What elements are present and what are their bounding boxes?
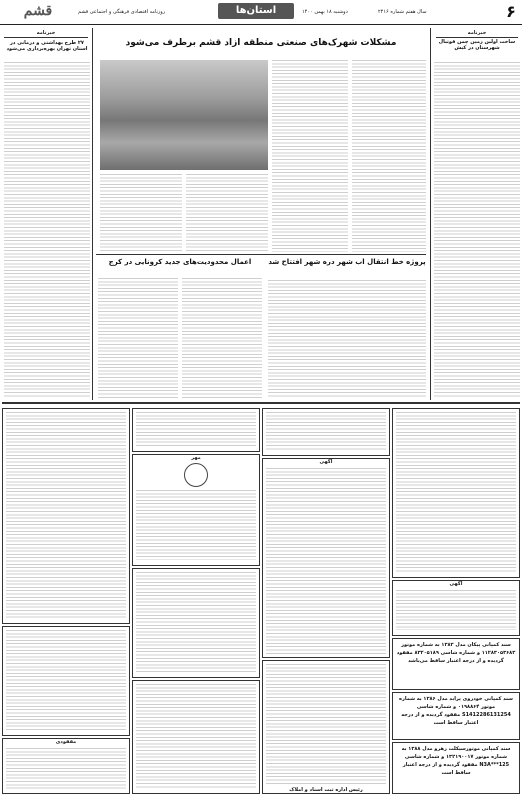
section-title: استان‌ها: [218, 3, 294, 19]
main-article-text: [186, 174, 268, 252]
notice-box: [262, 408, 390, 456]
restrictions-text: [182, 278, 262, 398]
notice-box: [2, 408, 130, 624]
water-headline: پروژه خط انتقال آب شهر دره شهر افتتاح شد: [268, 258, 426, 266]
column-divider: [430, 28, 431, 400]
industrial-park-photo: [100, 60, 268, 170]
lost-notice: [2, 738, 130, 794]
bold-notice: [392, 638, 520, 690]
left-column-text: [4, 62, 90, 398]
page-number: ۶: [506, 2, 516, 21]
notice-box: [132, 568, 260, 678]
lost-label: مفقودی: [55, 739, 77, 745]
restrictions-headline: اعمال محدودیت‌های جدید کرونایی در کرج: [108, 258, 252, 266]
notice-box: [392, 580, 520, 636]
restrictions-text: [98, 278, 178, 398]
notice-box: [2, 626, 130, 736]
notice-box: [132, 680, 260, 794]
mehr-label: مهر: [191, 455, 201, 461]
main-headline: مشکلات شهرک‌های صنعتی منطقه آزاد قشم برطرف می‌شود: [125, 38, 397, 48]
bold-notice-text-2: سند کمپانی خودروی پراید مدل ۱۳۸۶ به شماره موتور ۰۱۹۸۸۶۴ و شماره شاسی S1412286131254 مفقود گردیده و از درجه اعتبار ساقط است: [399, 696, 513, 726]
notice-box: [132, 454, 260, 566]
water-text: [268, 280, 426, 398]
masthead-tagline: روزنامه اقتصادی فرهنگی و اجتماعی قشم: [78, 9, 166, 15]
main-article-text: [352, 60, 426, 252]
newspaper-logo: قشم: [23, 3, 53, 19]
masthead-date: دوشنبه ۱۸ بهمن ۱۴۰۰: [302, 9, 348, 15]
notice-footer: رئیس اداره ثبت اسناد و املاک: [289, 787, 363, 793]
bold-notice: [392, 742, 520, 794]
main-article-text: [100, 174, 182, 252]
bold-notice-text-3: سند کمپانی موتورسیکلت رهرو مدل ۱۳۸۸ به شماره موتور ۱۳۲۱۹۰۰۱۷ و شماره شاسی N3A***125 مفقود گردیده و از درجه اعتبار ساقط است: [401, 746, 511, 776]
column-divider: [92, 28, 93, 400]
right-column-text: [434, 62, 520, 398]
main-article-text: [272, 60, 348, 252]
masthead-issue: سال هفتم شماره ۲۴۱۶: [378, 9, 427, 15]
left-column-headline: ۲۷ طرح بهداشتی و درمانی در استان تهران بهره‌برداری می‌شود: [6, 40, 88, 52]
notice-box: [392, 408, 520, 578]
emblem-icon: [184, 463, 208, 487]
notice-box: [132, 408, 260, 452]
left-column-label: خبرنامه: [4, 30, 88, 38]
right-column-label: خبرنامه: [436, 30, 518, 38]
notice-label: آگهی: [319, 459, 333, 465]
notice-box: [262, 458, 390, 658]
bold-notice-text: سند کمپانی پیکان مدل ۱۳۸۳ به شماره موتور ۱۱۲۸۳۰۵۳۶۸۳ و شماره شاسی ۸۳۲۰۵۱۸۹ مفقود گردیده و از درجه اعتبار ساقط می‌باشد: [396, 642, 516, 664]
article-divider: [96, 254, 426, 255]
bold-notice: [392, 692, 520, 740]
notice-label: آگهی: [449, 581, 463, 587]
ads-divider: [2, 402, 520, 404]
notice-box: [262, 660, 390, 794]
right-column-headline: ساخت اولین زمین چمن فوتبال شهرستان در کیش: [438, 39, 516, 51]
